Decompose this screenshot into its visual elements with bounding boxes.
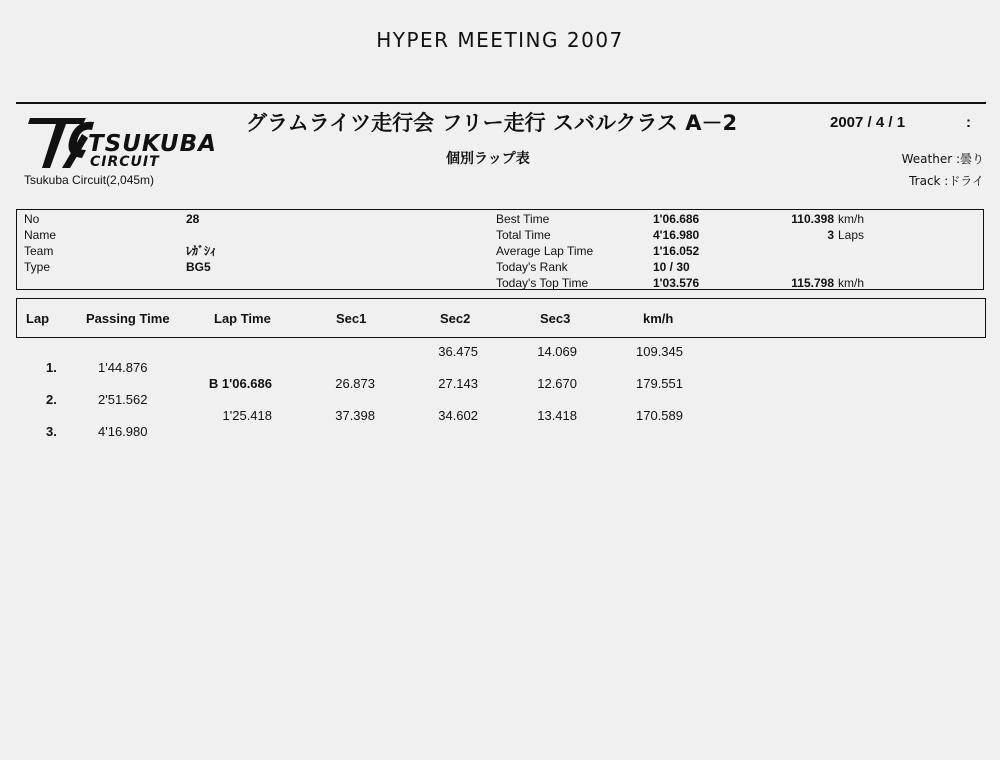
- logo-subtitle: CIRCUIT: [90, 154, 160, 170]
- column-header-kmh: km/h: [643, 311, 674, 326]
- lap-passing-time: 2'51.562: [98, 392, 148, 407]
- split-lap-time: 1'25.418: [222, 408, 272, 423]
- track-condition: Track :ドライ: [909, 174, 984, 188]
- value-average-lap-time: 1'16.052: [653, 244, 700, 258]
- split-sec1: 37.398: [335, 408, 375, 423]
- label-todays-rank: Today's Rank: [496, 260, 568, 274]
- label-average-lap-time: Average Lap Time: [496, 244, 594, 258]
- best-speed: 110.398: [791, 212, 834, 226]
- label-team: Team: [24, 244, 54, 258]
- value-todays-rank: 10 / 30: [653, 260, 690, 274]
- value-no: 28: [186, 212, 200, 226]
- split-sec1: 26.873: [335, 376, 375, 391]
- value-type: BG5: [186, 260, 211, 274]
- split-sec3: 12.670: [537, 376, 577, 391]
- value-best-time: 1'06.686: [653, 212, 700, 226]
- value-total-time: 4'16.980: [653, 228, 700, 242]
- laps-unit: Laps: [838, 228, 865, 242]
- label-name: Name: [24, 228, 57, 242]
- column-header-lap-time: Lap Time: [214, 311, 271, 326]
- column-header-sec2: Sec2: [440, 311, 471, 326]
- column-header-sec3: Sec3: [540, 311, 571, 326]
- weather: Weather :曇り: [901, 152, 984, 166]
- lap-number: 1.: [46, 360, 57, 375]
- value-todays-top-time: 1'03.576: [653, 276, 700, 290]
- label-todays-top-time: Today's Top Time: [496, 276, 589, 290]
- lap-number: 3.: [46, 424, 57, 439]
- lap-passing-time: 4'16.980: [98, 424, 148, 439]
- split-kmh: 170.589: [636, 408, 683, 423]
- column-header-lap: Lap: [26, 311, 50, 326]
- laps-count: 3: [827, 228, 834, 242]
- header-divider: [16, 102, 986, 104]
- split-kmh: 109.345: [636, 344, 683, 359]
- split-sec2: 27.143: [438, 376, 478, 391]
- lap-passing-time: 1'44.876: [98, 360, 148, 375]
- split-lap-time: B 1'06.686: [208, 376, 272, 391]
- split-sec3: 13.418: [537, 408, 577, 423]
- label-no: No: [24, 212, 40, 226]
- lap-number: 2.: [46, 392, 57, 407]
- event-date: 2007 / 4 / 1: [830, 114, 906, 131]
- split-sec2: 36.475: [438, 344, 478, 359]
- split-kmh: 179.551: [636, 376, 683, 391]
- label-type: Type: [24, 260, 51, 274]
- top-speed-unit: km/h: [838, 276, 865, 290]
- best-speed-unit: km/h: [838, 212, 865, 226]
- circuit-name: Tsukuba Circuit(2,045m): [24, 173, 155, 187]
- split-sec3: 14.069: [537, 344, 577, 359]
- event-time: :: [966, 114, 971, 131]
- sheet-name: 個別ラップ表: [446, 151, 530, 167]
- logo-wordmark: TSUKUBA: [88, 131, 217, 157]
- top-speed: 115.798: [791, 276, 834, 290]
- value-team: ﾚｶﾞｼｨ: [186, 244, 217, 258]
- page-title: HYPER MEETING 2007: [376, 28, 624, 52]
- label-total-time: Total Time: [496, 228, 551, 242]
- event-title: グラムライツ走行会 フリー走行 スバルクラス A－2: [246, 111, 738, 135]
- label-best-time: Best Time: [496, 212, 550, 226]
- column-header-passing-time: Passing Time: [86, 311, 170, 326]
- split-sec2: 34.602: [438, 408, 478, 423]
- column-header-sec1: Sec1: [336, 311, 367, 326]
